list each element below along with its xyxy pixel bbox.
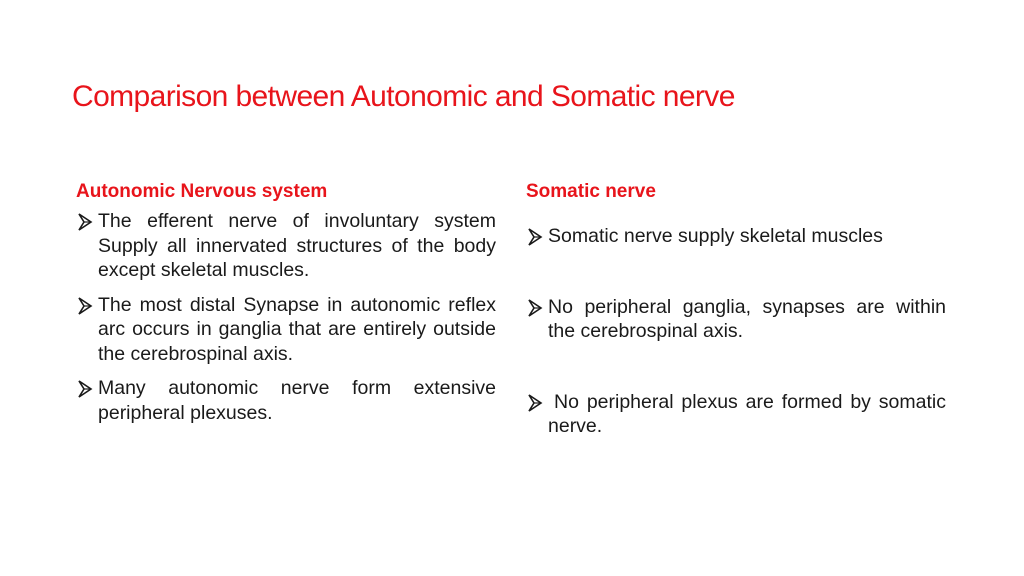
slide-title: Comparison between Autonomic and Somatic nerve (72, 80, 735, 113)
bullet-text: The most distal Synapse in autonomic reflex arc occurs in ganglia that are entirely outside the cerebrospinal axis. (98, 293, 496, 365)
autonomic-heading: Autonomic Nervous system (76, 181, 328, 202)
arrowhead-bullet-icon (76, 293, 96, 317)
bullet-item (76, 209, 496, 283)
arrowhead-bullet-icon (526, 390, 546, 414)
somatic-column (526, 178, 946, 439)
autonomic-column (76, 178, 496, 425)
bullet-text: Many autonomic nerve form extensive peripheral plexuses. (98, 377, 496, 424)
somatic-bullet-list (526, 224, 946, 439)
arrowhead-bullet-icon (76, 376, 96, 400)
bullet-text: No peripheral ganglia, synapses are within the cerebrospinal axis. (548, 295, 946, 342)
bullet-item (526, 295, 946, 344)
bullet-text: The efferent nerve of involuntary system Supply all innervated structures of the body except skeletal muscles. (98, 210, 496, 281)
autonomic-bullet-list (76, 209, 496, 425)
bullet-text: Somatic nerve supply skeletal muscles (548, 225, 883, 247)
arrowhead-bullet-icon (526, 295, 546, 319)
bullet-text: No peripheral plexus are formed by somatic nerve. (548, 390, 946, 437)
bullet-item (76, 376, 496, 425)
bullet-item (526, 224, 946, 249)
arrowhead-bullet-icon (526, 224, 546, 248)
bullet-item (76, 293, 496, 367)
bullet-item (526, 390, 946, 439)
arrowhead-bullet-icon (76, 209, 96, 233)
somatic-heading: Somatic nerve (526, 181, 656, 202)
